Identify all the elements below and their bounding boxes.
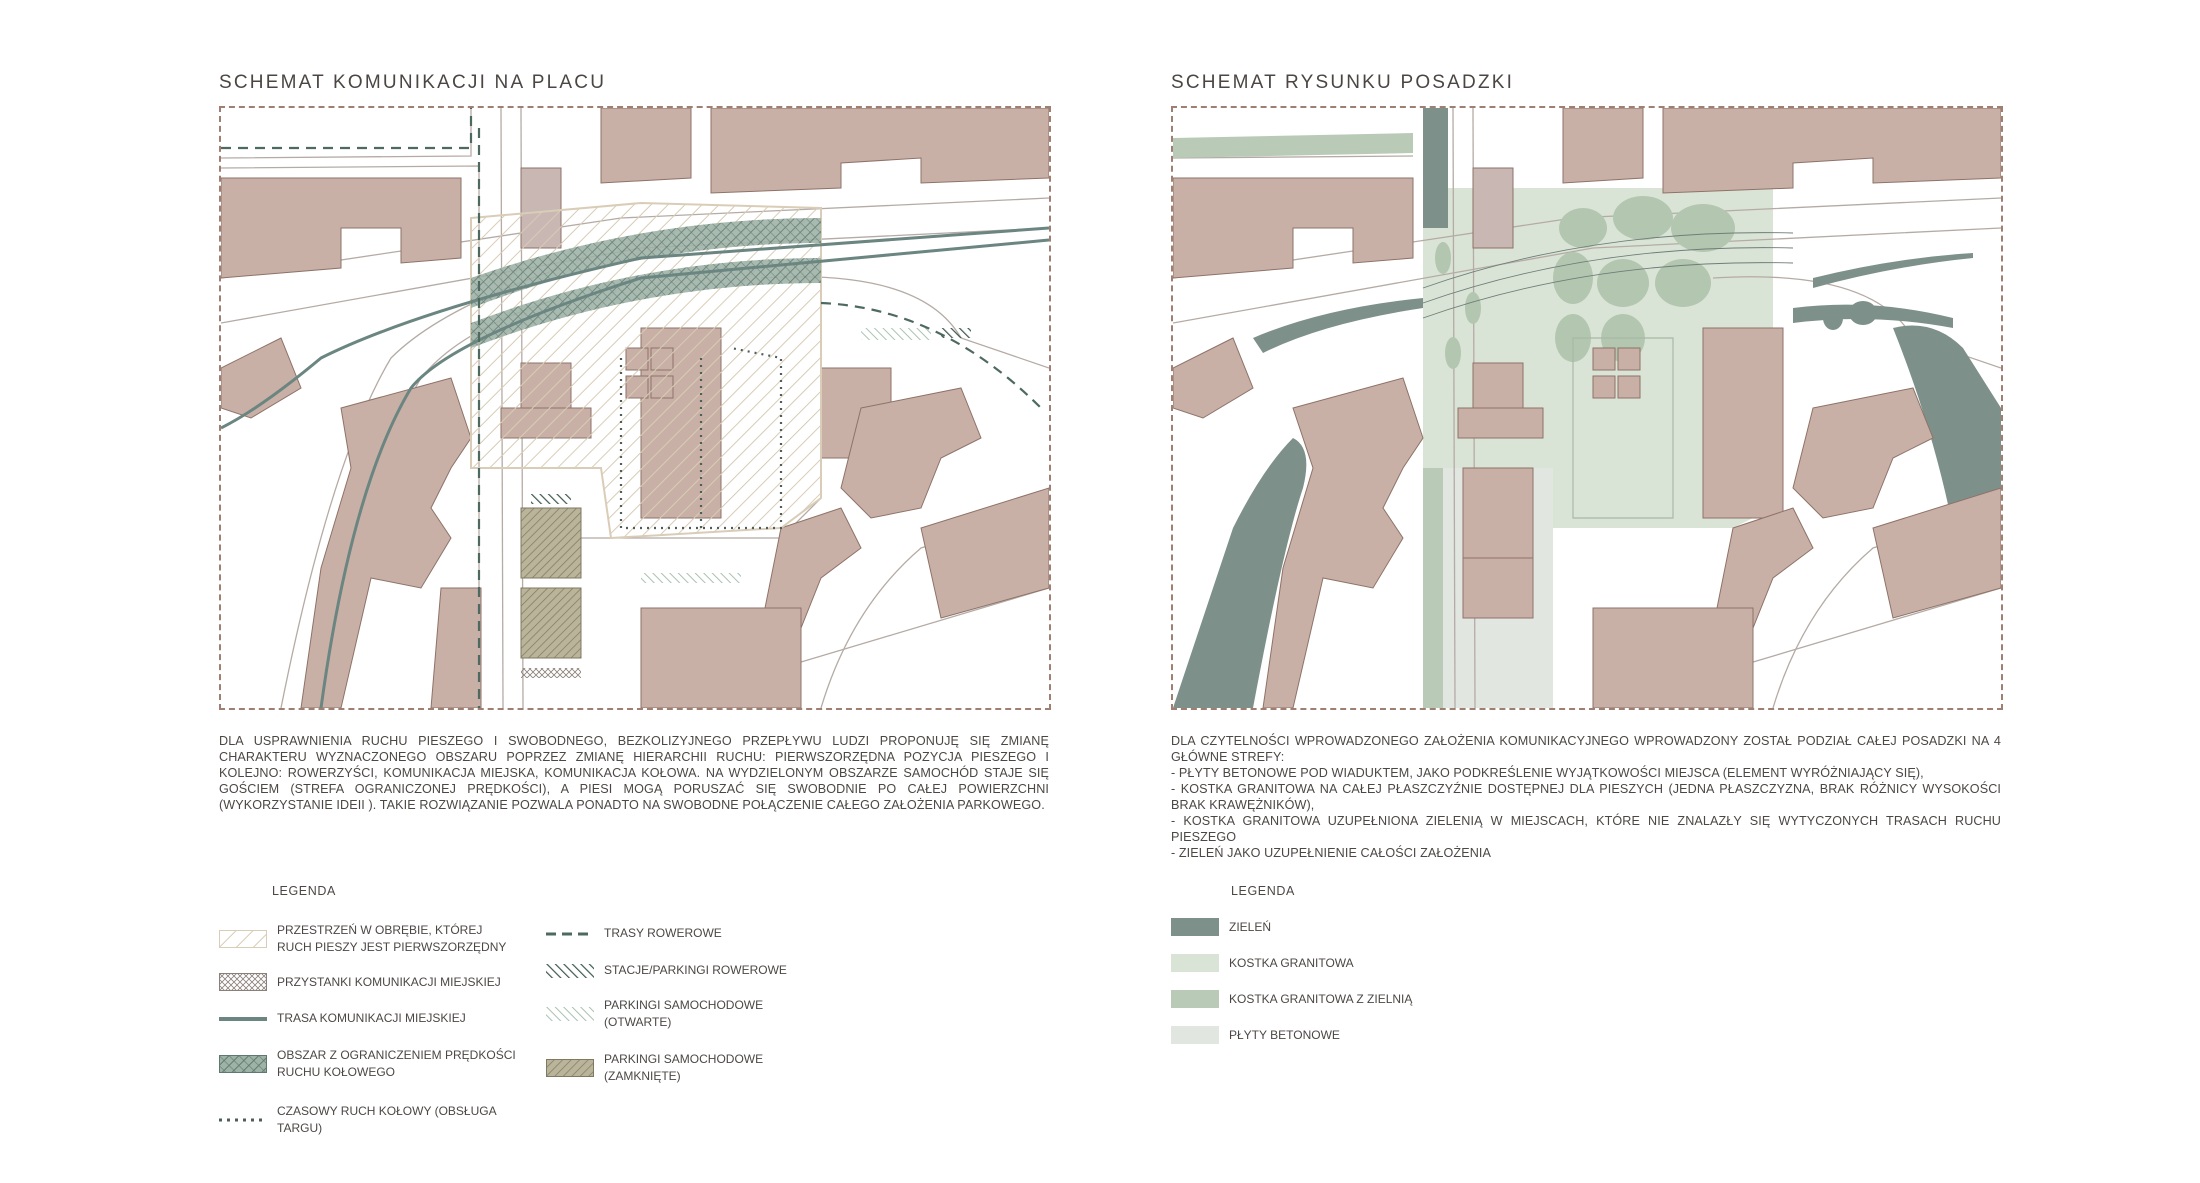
closed-parking-1 xyxy=(521,508,581,578)
legend-label: STACJE/PARKINGI ROWEROWE xyxy=(604,963,787,977)
legend-item-open-parking xyxy=(546,997,846,1031)
legend-label: PRZESTRZEŃ W OBRĘBIE, KTÓREJ RUCH PIESZY JEST PIERWSZORZĘDNY xyxy=(277,923,507,954)
right-description-line: - KOSTKA GRANITOWA NA CAŁEJ PŁASZCZYŹNIE DOSTĘPNEJ DLA PIESZYCH (JEDNA PŁASZCZYZNA, BRAK RÓŻNICY WYSOKOŚCI BRAK KRAWĘŻNIKÓW), xyxy=(1171,782,2001,812)
legend-item-green xyxy=(1171,918,1471,936)
legend-item-speed-limit xyxy=(219,1047,519,1081)
legend-label: PARKINGI SAMOCHODOWE (ZAMKNIĘTE) xyxy=(604,1052,764,1083)
legend-label: OBSZAR Z OGRANICZENIEM PRĘDKOŚCI RUCHU KOŁOWEGO xyxy=(277,1048,516,1079)
legend-item-closed-parking xyxy=(546,1051,846,1085)
right-description xyxy=(1171,733,2001,861)
dotted-line-swatch xyxy=(219,1112,267,1128)
legend-item-granite xyxy=(1171,954,1471,972)
left-description xyxy=(219,733,1049,813)
legend-label: PARKINGI SAMOCHODOWE (OTWARTE) xyxy=(604,998,764,1029)
legend-item-granite-green xyxy=(1171,990,1471,1008)
legend-item-temporary-traffic xyxy=(219,1103,519,1137)
communication-scheme-map xyxy=(221,108,1049,708)
right-description-line: - PŁYTY BETONOWE POD WIADUKTEM, JAKO PODKREŚLENIE WYJĄTKOWOŚCI MIEJSCA (ELEMENT WYRÓŻNIAJĄCY SIĘ), xyxy=(1171,766,1924,780)
floor-pattern-map xyxy=(1173,108,2001,708)
crosshatch-swatch xyxy=(219,973,267,991)
solid-line-swatch xyxy=(219,1011,267,1027)
transit-stop xyxy=(521,668,581,678)
legend-label: KOSTKA GRANITOWA Z ZIELNIĄ xyxy=(1229,991,1413,1006)
open-parking-1 xyxy=(861,328,931,340)
concrete-swatch xyxy=(1171,1026,1219,1044)
closed-parking-2 xyxy=(521,588,581,658)
right-description-line: DLA CZYTELNOŚCI WPROWADZONEGO ZAŁOŻENIA KOMUNIKACYJNEGO WPROWADZONY ZOSTAŁ PODZIAŁ CAŁEJ POSADZKI NA 4 GŁÓWNE STREFY: xyxy=(1171,734,2001,764)
legend-label: TRASA KOMUNIKACJI MIEJSKIEJ xyxy=(277,1011,466,1025)
left-panel-title: SCHEMAT KOMUNIKACJI NA PLACU xyxy=(219,72,607,93)
green-crosshatch-swatch xyxy=(219,1055,267,1073)
right-map xyxy=(1171,106,2003,710)
olive-hatch-swatch xyxy=(546,1059,594,1077)
legend-item-pedestrian-zone xyxy=(219,922,519,956)
legend-label: PŁYTY BETONOWE xyxy=(1229,1027,1340,1042)
right-panel-title: SCHEMAT RYSUNKU POSADZKI xyxy=(1171,72,1515,93)
bike-station-2 xyxy=(941,328,971,338)
light-hatch-swatch xyxy=(546,1007,594,1021)
legend-item-bike-stations xyxy=(546,962,846,979)
left-map xyxy=(219,106,1051,710)
right-description-line: - ZIELEŃ JAKO UZUPEŁNIENIE CAŁOŚCI ZAŁOŻENIA xyxy=(1171,846,1492,860)
left-description-text: DLA USPRAWNIENIA RUCHU PIESZEGO I SWOBODNEGO, BEZKOLIZYJNEGO PRZEPŁYWU LUDZI PROPONUJĘ SIĘ ZMIANĘ CHARAKTERU WYZNACZONEGO OBSZARU POPRZEZ ZMIANĘ HIERARCHII RUCHU: PIERWSZORZĘDNA POZYCJA PIESZEGO I KOLEJNO: ROWERZYŚCI, KOMUNIKACJA MIEJSKA, KOMUNIKACJA KOŁOWA. NA WYDZIELONYM OBSZARZE SAMOCHÓD STAJE SIĘ GOŚCIEM (STREFA OGRANICZONEJ PRĘDKOŚCI), A PIESI MOGĄ PORUSZAĆ SIĘ SWOBODNIE PO CAŁEJ POWIERZCHNI (WYKORZYSTANIE IDEII ). TAKIE ROZWIĄZANIE POZWALA PONADTO NA SWOBODNE POŁĄCZENIE CAŁEGO ZAŁOŻENIA PARKOWEGO. xyxy=(219,734,1049,812)
dashed-line-swatch xyxy=(546,926,594,942)
legend-item-concrete xyxy=(1171,1026,1471,1044)
granite-green-swatch xyxy=(1171,990,1219,1008)
green-swatch xyxy=(1171,918,1219,936)
legend-label: KOSTKA GRANITOWA xyxy=(1229,955,1354,970)
legend-item-transit-stops xyxy=(219,973,519,991)
bike-station-1 xyxy=(531,494,571,504)
beige-hatch-swatch xyxy=(219,930,267,948)
right-legend-title: LEGENDA xyxy=(1231,884,1295,898)
legend-label: ZIELEŃ xyxy=(1229,919,1272,934)
legend-item-transit-route xyxy=(219,1010,519,1027)
left-legend-title: LEGENDA xyxy=(272,884,336,898)
legend-item-bike-routes xyxy=(546,925,846,942)
legend-label: PRZYSTANKI KOMUNIKACJI MIEJSKIEJ xyxy=(277,974,501,989)
right-description-line: - KOSTKA GRANITOWA UZUPEŁNIONA ZIELENIĄ W MIEJSCACH, KTÓRE NIE ZNALAZŁY SIĘ WYTYCZONYCH TRASACH RUCHU PIESZEGO xyxy=(1171,814,2001,844)
dark-hatch-swatch xyxy=(546,964,594,978)
legend-label: CZASOWY RUCH KOŁOWY (OBSŁUGA TARGU) xyxy=(277,1104,496,1135)
legend-label: TRASY ROWEROWE xyxy=(604,926,722,940)
open-parking-2 xyxy=(641,573,741,583)
granite-swatch xyxy=(1171,954,1219,972)
